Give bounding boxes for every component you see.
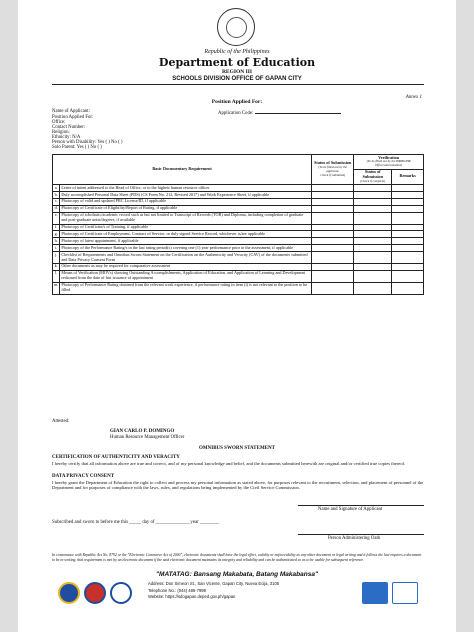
website-line: Website: https://sdogapan.deped.gov.ph/gapan — [148, 594, 236, 599]
remarks-cell[interactable] — [392, 270, 424, 282]
matatag-logo-icon — [84, 582, 106, 604]
status-cell[interactable] — [312, 198, 354, 205]
status-cell[interactable] — [312, 282, 354, 294]
ver-status-cell[interactable] — [354, 245, 392, 252]
remarks-cell[interactable] — [392, 192, 424, 199]
ver-status-cell[interactable] — [354, 212, 392, 224]
privacy-text: I hereby grant the Department of Education the right to collect and process my personal information as stated above, for purposes relevant to the recruitment, selection, and placement of personnel of the Department and for purposes of compliance with the laws, rules, and regulations being implemented by the Civil Service Commission. — [52, 480, 424, 491]
app-code-field: Application Code: — [218, 109, 341, 117]
oath-signature-label: Person Administering Oath — [328, 536, 381, 541]
col-status: Status of Submission (To be filled out by the applicant. Check if submitted) — [312, 155, 354, 185]
ver-status-cell[interactable] — [354, 270, 392, 282]
attested-label: Attested: — [52, 419, 70, 424]
table-row: a. Letter of intent addressed to the Head of Office, or to the highest human resource officer — [53, 185, 424, 192]
deped-logo-icon — [58, 582, 80, 604]
sdo-logo-icon — [110, 582, 132, 604]
annex-label: Annex 1 — [405, 95, 422, 100]
table-row: m. Photocopy of Performance Rating obtained from the relevant work experience, if performance rating in item (i) is not relevant to the position to be filled — [53, 282, 424, 294]
applicant-signature-label: Name and Signature of Applicant — [318, 507, 383, 512]
col-requirement: Basic Documentary Requirement — [53, 155, 312, 185]
ver-status-cell[interactable] — [354, 198, 392, 205]
solo-parent-field: Solo Parent: Yes ( ) No ( ) — [52, 145, 102, 150]
table-row: d. Photocopy of Certificate of Eligibility/Report of Rating, if applicable — [53, 205, 424, 212]
table-row: k. Other documents as may be required for comparative assessment — [53, 263, 424, 270]
remarks-cell[interactable] — [392, 252, 424, 264]
address-line: Address: Don Simeon St., San Vicente, Gapan City, Nueva Ecija, 3105 — [148, 581, 280, 586]
status-cell[interactable] — [312, 231, 354, 238]
col-ver-status: Status of Submission (Check if complete) — [354, 169, 392, 185]
contact-field: Contact Number: — [52, 125, 86, 130]
ver-status-cell[interactable] — [354, 192, 392, 199]
status-cell[interactable] — [312, 270, 354, 282]
table-row: e. Photocopy of scholastic/academic record such as but not limited to Transcript of Records (TOR) and Diploma, including completion of graduate and post-graduate units/degrees, if available — [53, 212, 424, 224]
division-line: SCHOOLS DIVISION OFFICE OF GAPAN CITY — [172, 76, 302, 82]
applicant-signature-line[interactable] — [298, 505, 424, 506]
iso-logo-icon — [392, 582, 418, 604]
table-row: f. Photocopy of Certificate/s of Training, if applicable — [53, 224, 424, 231]
document-page — [18, 0, 456, 632]
remarks-cell[interactable] — [392, 263, 424, 270]
remarks-cell[interactable] — [392, 185, 424, 192]
matatag-slogan: "MATATAG: Bansang Makabata, Batang Makabansa" — [155, 571, 319, 578]
department-title: Department of Education — [158, 56, 316, 69]
table-row: c. Photocopy of valid and updated PRC License/ID, if applicable — [53, 198, 424, 205]
footer-note: In consonance with Republic Act No. 8792 or the "Electronic Commerce Act of 2000", electronic documents shall have the legal effect, validity or enforceability as any other document or legal writing and it follows the law requires a document to be in writing, that requirement is met by an electronic document if the said electronic document maintains its integrity and reliability and can be authenticated so as to be usable for subsequent reference. — [52, 553, 422, 562]
ver-status-cell[interactable] — [354, 205, 392, 212]
remarks-cell[interactable] — [392, 245, 424, 252]
status-cell[interactable] — [312, 185, 354, 192]
remarks-cell[interactable] — [392, 205, 424, 212]
certification-logo-icon — [362, 582, 388, 604]
status-cell[interactable] — [312, 252, 354, 264]
remarks-cell[interactable] — [392, 212, 424, 224]
deped-seal-icon — [217, 8, 255, 46]
remarks-cell[interactable] — [392, 231, 424, 238]
remarks-cell[interactable] — [392, 224, 424, 231]
republic-line: Republic of the Philippines — [204, 49, 270, 55]
name-field: Name of Applicant: — [52, 109, 90, 114]
office-field: Office: — [52, 120, 66, 125]
remarks-cell[interactable] — [392, 238, 424, 245]
status-cell[interactable] — [312, 192, 354, 199]
position-field: Position Applied For: — [52, 115, 94, 120]
oath-signature-line[interactable] — [298, 534, 424, 535]
subscribed-line: Subscribed and sworn to before me this _____ day of ______________ year ________ — [52, 520, 220, 525]
cav-title: CERTIFICATION OF AUTHENTICITY AND VERACITY — [52, 455, 180, 460]
requirements-table — [52, 154, 424, 295]
ver-status-cell[interactable] — [354, 263, 392, 270]
pwd-field: Person with Disability: Yes ( ) No ( ) — [52, 140, 123, 145]
ver-status-cell[interactable] — [354, 252, 392, 264]
col-remarks: Remarks — [392, 169, 424, 185]
ver-status-cell[interactable] — [354, 238, 392, 245]
telephone-line: Telephone No.: (044) 486-7998 — [148, 587, 206, 593]
status-cell[interactable] — [312, 212, 354, 224]
status-cell[interactable] — [312, 224, 354, 231]
religion-field: Religion: — [52, 130, 70, 135]
table-row: j. Checklist of Requirements and Omnibus Sworn Statement on the Certification on the Authenticity and Veracity (CAV) of the documents submitted and Data Privacy Consent Form — [53, 252, 424, 264]
status-cell[interactable] — [312, 238, 354, 245]
table-row: h. Photocopy of latest appointment, if applicable — [53, 238, 424, 245]
col-verification: Verification (To be filled out by the HRMO/HR Office/subcommittee) — [354, 155, 424, 170]
remarks-cell[interactable] — [392, 198, 424, 205]
table-row: i. Photocopy of the Performance Rating/s in the last rating period(s) covering one (1) year performance prior to the assessment, if applicable — [53, 245, 424, 252]
ver-status-cell[interactable] — [354, 224, 392, 231]
ver-status-cell[interactable] — [354, 231, 392, 238]
status-cell[interactable] — [312, 263, 354, 270]
ver-status-cell[interactable] — [354, 185, 392, 192]
header-divider — [52, 84, 424, 85]
table-row: b. Duly accomplished Personal Data Sheet (PDS) (CS Form No. 212, Revised 2017) and Work Experience Sheet, if applicable — [53, 192, 424, 199]
privacy-title: DATA PRIVACY CONSENT — [52, 474, 115, 479]
attested-name: GIAN CARLO P. DOMINGO — [110, 429, 175, 434]
status-cell[interactable] — [312, 205, 354, 212]
ver-status-cell[interactable] — [354, 282, 392, 294]
table-row: l. Means of Verification (MOVs) showing Outstanding Accomplishments, Application of Education, and Application of Learning and Development reckoned from the date of last issuance of appointment — [53, 270, 424, 282]
table-row: g. Photocopy of Certificate of Employment, Contract of Service, or duly signed Service Record, whichever is/are applicable — [53, 231, 424, 238]
attested-title: Human Resource Management Officer — [110, 435, 185, 440]
position-applied-heading: Position Applied For: — [211, 99, 263, 105]
region-line: REGION III — [221, 69, 253, 75]
cav-text: I hereby certify that all information above are true and correct, and of my personal knowledge and belief, and the documents submitted herewith are original and/or certified true copies thereof. — [52, 461, 406, 466]
status-cell[interactable] — [312, 245, 354, 252]
remarks-cell[interactable] — [392, 282, 424, 294]
omnibus-title: OMNIBUS SWORN STATEMENT — [199, 446, 275, 451]
contact-info — [148, 581, 279, 601]
app-code-line — [255, 109, 341, 114]
ethnicity-field: Ethnicity: N/A — [52, 135, 81, 140]
